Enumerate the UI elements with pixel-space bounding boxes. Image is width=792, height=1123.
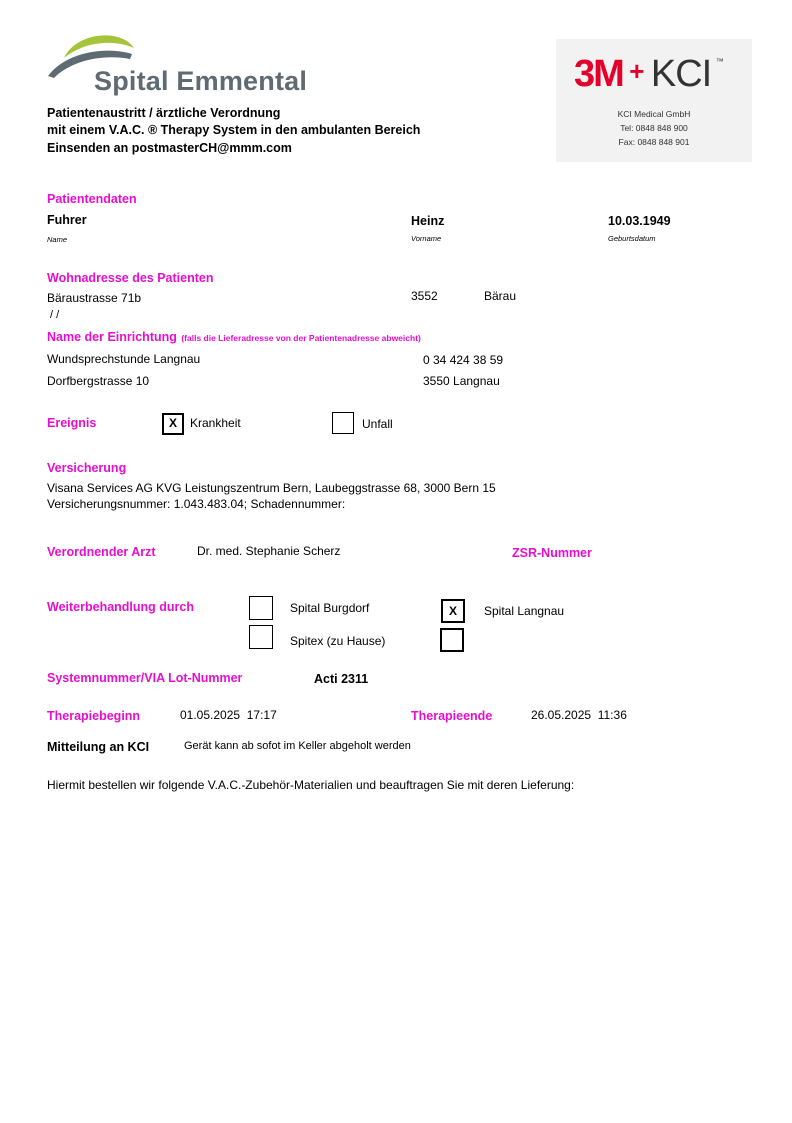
facility-street: Dorfbergstrasse 10 [47, 374, 150, 388]
followup-burgdorf-checkbox[interactable] [249, 596, 273, 620]
event-unfall-label: Unfall [362, 417, 393, 431]
patient-first-name-label: Vorname [411, 234, 442, 243]
hospital-logo-text: Spital Emmental [94, 66, 308, 96]
patient-birth-date: 10.03.1949 [608, 214, 671, 228]
followup-section-label: Weiterbehandlung durch [47, 600, 194, 614]
system-section-label: Systemnummer/VIA Lot-Nummer [47, 671, 243, 685]
facility-section-label [47, 328, 421, 346]
address-street: Bäraustrasse 71b [47, 291, 142, 305]
event-section-label: Ereignis [47, 416, 97, 430]
form-title-line1: Patientenaustritt / ärztliche Verordnung [47, 106, 281, 120]
kci-logo [574, 53, 724, 93]
event-krankheit-checkbox[interactable]: X [162, 413, 184, 435]
order-text: Hiermit bestellen wir folgende V.A.C.-Zubehör-Materialien und beauftragen Sie mit deren Lieferung: [47, 778, 575, 792]
insurance-line1: Visana Services AG KVG Leistungszentrum Bern, Laubeggstrasse 68, 3000 Bern 15 [47, 481, 496, 495]
event-unfall-checkbox[interactable] [332, 412, 354, 434]
followup-langnau-label: Spital Langnau [484, 604, 565, 618]
followup-burgdorf-label: Spital Burgdorf [290, 601, 370, 615]
kci-fax: Fax: 0848 848 901 [618, 137, 690, 147]
address-city: Bärau [484, 289, 517, 303]
message-label: Mitteilung an KCI [47, 740, 150, 754]
facility-zip-city: 3550 Langnau [423, 374, 500, 388]
kci-logo-plus: + [629, 56, 645, 86]
address-zip: 3552 [411, 289, 438, 303]
zsr-label: ZSR-Nummer [512, 546, 592, 560]
doctor-section-label: Verordnender Arzt [47, 545, 156, 559]
therapy-end-value: 26.05.2025 11:36 [531, 708, 627, 722]
followup-langnau-checkbox[interactable]: X [441, 599, 465, 623]
address-section-label: Wohnadresse des Patienten [47, 271, 214, 285]
kci-tel: Tel: 0848 848 900 [620, 123, 688, 133]
followup-spitex-checkbox[interactable] [249, 625, 273, 649]
facility-section-title: Name der Einrichtung [47, 330, 177, 344]
kci-logo-block [556, 39, 752, 162]
patient-section-label: Patientendaten [47, 192, 137, 206]
patient-last-name: Fuhrer [47, 213, 87, 227]
hospital-logo [46, 30, 318, 102]
facility-phone: 0 34 424 38 59 [423, 353, 504, 367]
kci-logo-tm: ™ [715, 57, 724, 66]
facility-name: Wundsprechstunde Langnau [47, 352, 201, 366]
form-title-line3: Einsenden an postmasterCH@mmm.com [47, 141, 292, 155]
patient-first-name: Heinz [411, 214, 445, 228]
kci-logo-3m: 3M [574, 53, 623, 95]
doctor-name: Dr. med. Stephanie Scherz [197, 544, 341, 558]
therapy-start-value: 01.05.2025 17:17 [180, 708, 277, 722]
followup-other-checkbox[interactable] [440, 628, 464, 652]
form-title-line2: mit einem V.A.C. ® Therapy System in den ambulanten Bereich [47, 123, 421, 137]
therapy-start-label: Therapiebeginn [47, 709, 141, 723]
insurance-line2: Versicherungsnummer: 1.043.483.04; Schadennummer: [47, 497, 346, 511]
patient-birth-date-label: Geburtsdatum [608, 234, 656, 243]
kci-logo-kci: KCI [650, 53, 712, 95]
address-extra: / / [50, 309, 60, 321]
patient-last-name-label: Name [47, 235, 68, 244]
therapy-end-label: Therapieende [411, 709, 493, 723]
facility-section-note: (falls die Lieferadresse von der Patientenadresse abweicht) [181, 333, 421, 343]
kci-company: KCI Medical GmbH [617, 109, 691, 119]
event-krankheit-label: Krankheit [190, 416, 241, 430]
followup-spitex-label: Spitex (zu Hause) [290, 634, 386, 648]
system-value: Acti 2311 [314, 672, 369, 686]
insurance-section-label: Versicherung [47, 461, 127, 475]
message-value: Gerät kann ab sofot im Keller abgeholt werden [184, 740, 411, 752]
